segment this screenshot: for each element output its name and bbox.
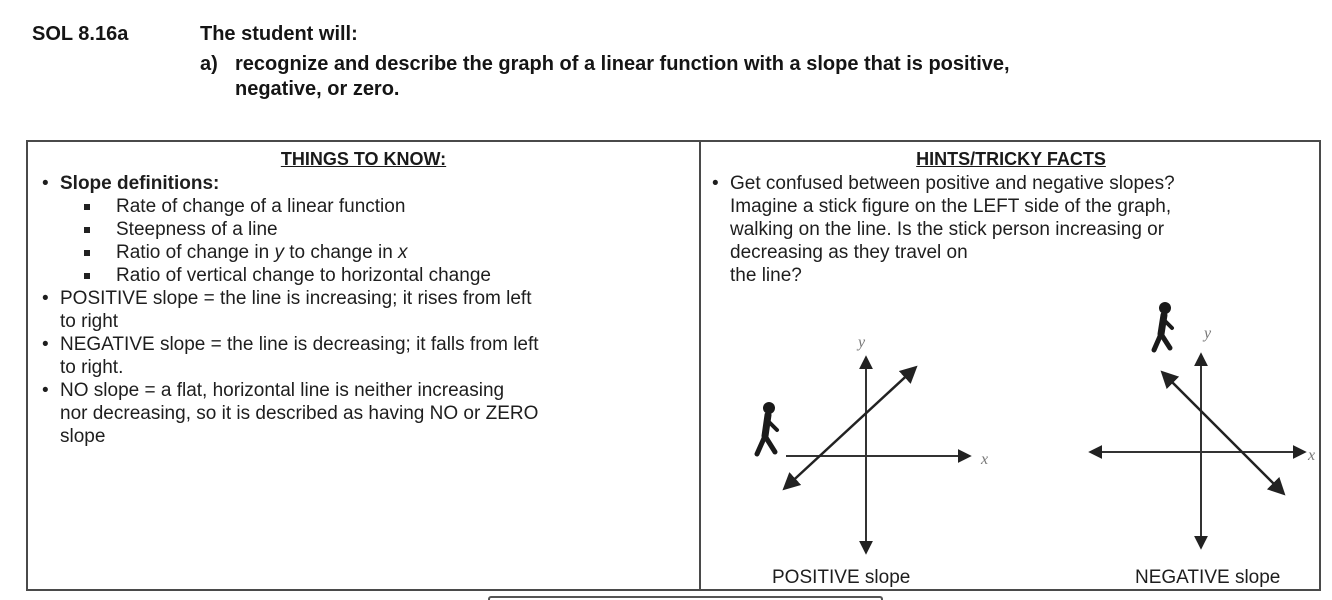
positive-line-1: POSITIVE slope = the line is increasing; it rises from left [60, 288, 532, 309]
square-bullet-icon [84, 227, 90, 233]
negative-slope-graph [1091, 302, 1315, 547]
sol-code: SOL 8.16a [32, 23, 129, 45]
hints-title: HINTS/TRICKY FACTS [916, 149, 1106, 169]
slope-graphs [701, 142, 1321, 589]
stick-figure-walking-icon [757, 402, 777, 454]
no-slope-line-1: NO slope = a flat, horizontal line is neither increasing [60, 380, 505, 401]
square-bullet-icon [84, 273, 90, 279]
ratio-prefix: Ratio of change in [116, 242, 275, 263]
definition-item [40, 195, 690, 218]
hint-line-4: decreasing as they travel on [730, 242, 968, 263]
ratio-x: x [398, 242, 408, 263]
definition-text: Steepness of a line [116, 219, 278, 240]
positive-line-2: to right [60, 311, 119, 332]
hint-line-5: the line? [730, 265, 802, 286]
things-to-know-title: THINGS TO KNOW: [280, 149, 447, 169]
things-to-know-column [40, 172, 690, 448]
definition-item-ratio [40, 241, 690, 264]
positive-slope-item [40, 287, 690, 333]
bottom-tab-edge [488, 596, 883, 600]
hint-line-1: Get confused between positive and negative slopes? [730, 173, 1175, 194]
slope-definitions-label: Slope definitions: [60, 173, 220, 194]
positive-y-label: y [858, 334, 866, 351]
bullet-icon: • [42, 288, 49, 309]
no-slope-line-2: nor decreasing, so it is described as having NO or ZERO [60, 403, 539, 424]
definition-text: Ratio of vertical change to horizontal change [116, 265, 491, 286]
negative-caption: NEGATIVE slope [1135, 567, 1281, 588]
standard-stem: The student will: [200, 23, 358, 45]
bullet-icon: • [42, 334, 49, 355]
ratio-y: y [274, 242, 284, 263]
objective-line-2: negative, or zero. [235, 78, 400, 100]
definition-item [40, 264, 690, 287]
objective-line-1: recognize and describe the graph of a linear function with a slope that is positive, [235, 53, 1010, 75]
no-slope-item [40, 379, 690, 448]
objective-text [235, 52, 1295, 102]
square-bullet-icon [84, 250, 90, 256]
bullet-icon: • [42, 173, 49, 194]
positive-caption: POSITIVE slope [772, 567, 911, 588]
negative-slope-item [40, 333, 690, 379]
positive-slope-line [785, 368, 915, 488]
bullet-icon: • [42, 380, 49, 401]
hint-line-2: Imagine a stick figure on the LEFT side of the graph, [730, 196, 1172, 217]
positive-x-label: x [981, 451, 989, 468]
negative-y-label: y [1204, 325, 1212, 342]
stick-figure-walking-icon [1154, 302, 1172, 350]
square-bullet-icon [84, 204, 90, 210]
negative-slope-line [1163, 373, 1283, 493]
definition-text: Rate of change of a linear function [116, 196, 406, 217]
objective-letter: a) [200, 53, 218, 75]
slope-definitions-item [40, 172, 690, 195]
hint-line-3: walking on the line. Is the stick person increasing or [730, 219, 1165, 240]
negative-line-2: to right. [60, 357, 124, 378]
negative-x-label: x [1308, 447, 1316, 464]
ratio-mid: to change in [283, 242, 399, 263]
bullet-icon: • [712, 173, 719, 194]
content-table [26, 140, 1321, 591]
positive-slope-graph [757, 334, 988, 552]
definition-item [40, 218, 690, 241]
negative-line-1: NEGATIVE slope = the line is decreasing; it falls from left [60, 334, 539, 355]
no-slope-line-3: slope [60, 426, 106, 447]
